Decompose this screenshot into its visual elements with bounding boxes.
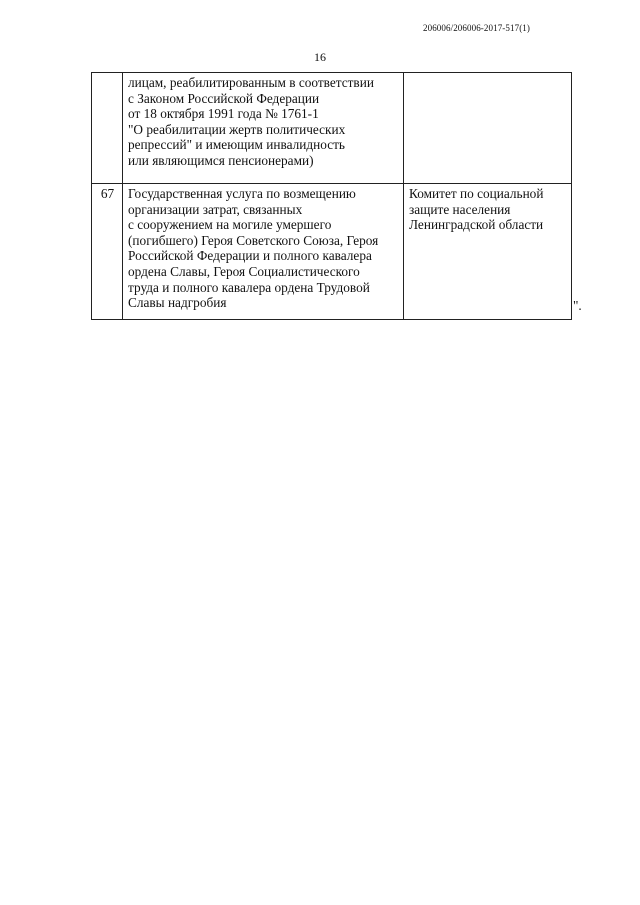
text-line: Российской Федерации и полного кавалера [128, 248, 372, 264]
row-number [92, 73, 123, 184]
text-line: или являющимся пенсионерами) [128, 152, 314, 168]
text-line: с Законом Российской Федерации [128, 90, 320, 106]
text-line: (погибшего) Героя Советского Союза, Героя [128, 232, 379, 248]
document-id: 206006/206006-2017-517(1) [423, 23, 530, 33]
text-line: с сооружением на могиле умершего [128, 217, 332, 233]
responsible-authority [404, 184, 572, 320]
page-number: 16 [314, 50, 326, 64]
text-line: защите населения [409, 201, 511, 217]
text-line: Ленинградской области [409, 217, 544, 233]
services-table [91, 72, 572, 320]
text-line: Государственная услуга по возмещению [128, 186, 356, 201]
text-line: труда и полного кавалера ордена Трудовой [128, 279, 370, 295]
text-line: организации затрат, связанных [128, 201, 303, 217]
responsible-authority [404, 73, 572, 184]
text-line: репрессий" и имеющим инвалидность [128, 137, 345, 153]
service-description [123, 184, 404, 320]
text-line: Славы надгробия [128, 295, 227, 311]
table-row [92, 73, 572, 184]
text-line: от 18 октября 1991 года № 1761-1 [128, 106, 319, 122]
text-line: ордена Славы, Героя Социалистического [128, 263, 360, 279]
service-description [123, 73, 404, 184]
text-line: "О реабилитации жертв политических [128, 121, 346, 137]
row-number: 67 [92, 184, 123, 320]
text-line: Комитет по социальной [409, 186, 544, 201]
text-line: лицам, реабилитированным в соответствии [128, 75, 374, 90]
table-row [92, 184, 572, 320]
closing-quote-mark: ". [573, 298, 582, 313]
